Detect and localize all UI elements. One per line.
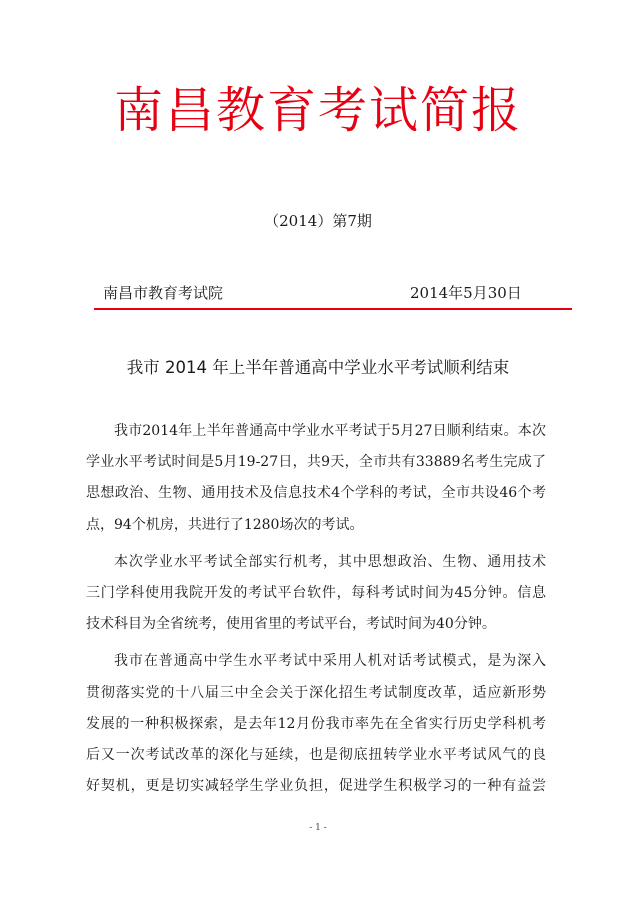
text-line: 技术科目为全省统考，使用省里的考试平台，考试时间为40分钟。 <box>86 616 496 633</box>
article-headline: 我市 2014 年上半年普通高中学业水平考试顺利结束 <box>126 358 510 377</box>
publish-date: 2014年5月30日 <box>410 284 522 302</box>
text-line: 本次学业水平考试全部实行机考，其中思想政治、生物、通用技术 <box>114 553 546 570</box>
article-paragraph <box>86 547 546 641</box>
text-line: 点，94个机房，共进行了1280场次的考试。 <box>86 516 364 533</box>
text-line: 思想政治、生物、通用技术及信息技术4个学科的考试，全市共设46个考 <box>86 485 546 502</box>
text-line: 我市2014年上半年普通高中学业水平考试于5月27日顺利结束。本次 <box>114 423 546 439</box>
page-number: - 1 - <box>309 823 327 833</box>
masthead-title: 南昌教育考试简报 <box>113 82 522 139</box>
red-divider <box>94 308 572 310</box>
article-paragraph <box>86 646 546 802</box>
text-line: 好契机，更是切实减轻学生学业负担，促进学生积极学习的一种有益尝 <box>86 778 546 795</box>
text-line: 后又一次考试改革的深化与延续，也是彻底扭转学业水平考试风气的良 <box>86 746 546 763</box>
issue-number: （2014）第7期 <box>264 212 372 230</box>
text-line: 贯彻落实党的十八届三中全会关于深化招生考试制度改革，适应新形势 <box>86 684 546 701</box>
text-line: 学业水平考试时间是5月19-27日，共9天，全市共有33889名考生完成了 <box>86 454 546 471</box>
text-line: 发展的一种积极探索，是去年12月份我市率先在全省实行历史学科机考 <box>86 715 546 732</box>
text-line: 三门学科使用我院开发的考试平台软件，每科考试时间为45分钟。信息 <box>86 584 546 601</box>
article-paragraph <box>86 416 546 541</box>
publisher-name: 南昌市教育考试院 <box>103 284 224 302</box>
article-body <box>86 416 546 802</box>
text-line: 我市在普通高中学生水平考试中采用人机对话考试模式，是为深入 <box>114 653 546 670</box>
